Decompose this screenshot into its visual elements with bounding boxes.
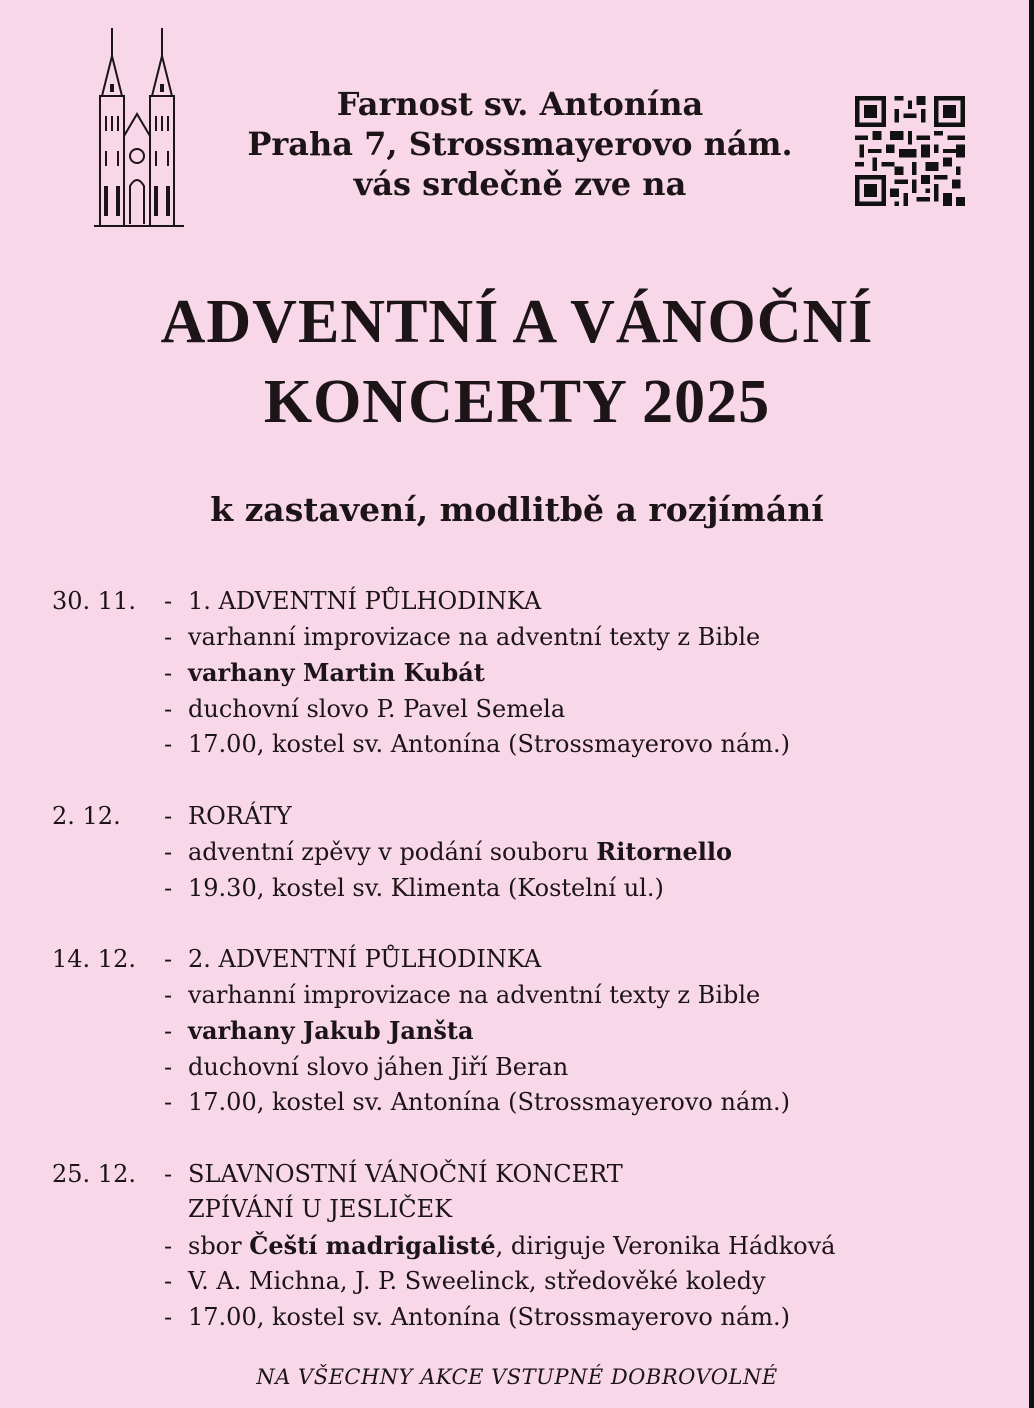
event-item: [52, 1157, 992, 1336]
header-parish-name: Farnost sv. Antonína: [336, 85, 704, 123]
event-detail-line: [164, 692, 992, 728]
dash-marker: -: [164, 694, 173, 723]
dash-marker: -: [164, 1088, 173, 1116]
event-item: [52, 799, 992, 907]
event-date: 2. 12.: [52, 801, 121, 830]
event-details: [164, 1157, 992, 1336]
event-details: [164, 584, 992, 763]
event-detail-bold: varhany Jakub Janšta: [188, 1016, 474, 1045]
dash-marker: -: [164, 1302, 173, 1331]
event-detail-line: [164, 727, 992, 763]
event-detail-text: 17.00, kostel sv. Antonína (Strossmayerovo nám.): [188, 1302, 791, 1331]
event-detail-text: varhanní improvizace na adventní texty z Bible: [188, 980, 761, 1009]
header-address: Praha 7, Strossmayerovo nám.: [247, 125, 793, 163]
event-detail-line: [164, 978, 992, 1014]
dash-marker: -: [164, 1267, 173, 1295]
event-detail-line: [164, 871, 992, 907]
event-detail-line: [164, 1192, 992, 1228]
event-detail-line: [164, 1013, 992, 1050]
event-detail-text: sbor: [188, 1231, 250, 1260]
title-line-1: ADVENTNÍ A VÁNOČNÍ: [160, 288, 874, 356]
dash-marker: -: [164, 1052, 173, 1081]
event-detail-line: [164, 620, 992, 656]
event-detail-line: [164, 1264, 992, 1300]
event-date: 14. 12.: [52, 945, 136, 973]
event-detail-line: [164, 834, 992, 871]
event-detail-text: varhanní improvizace na adventní texty z Bible: [188, 622, 761, 651]
parish-header: [200, 84, 840, 204]
subtitle: k zastavení, modlitbě a rozjímání: [210, 490, 824, 529]
event-detail-text: V. A. Michna, J. P. Sweelinck, středověké koledy: [188, 1267, 766, 1295]
dash-marker: -: [164, 1231, 173, 1260]
event-details: [164, 799, 992, 907]
dash-marker: -: [164, 838, 173, 866]
event-detail-text: duchovní slovo jáhen Jiří Beran: [188, 1052, 569, 1081]
page-edge: [1029, 0, 1034, 1408]
event-detail-line: [164, 1157, 992, 1193]
dash-marker: -: [164, 945, 173, 973]
dash-marker: -: [164, 587, 173, 615]
event-detail-line: [164, 799, 992, 835]
qr-code-icon: [855, 96, 965, 206]
dash-marker: -: [164, 622, 173, 651]
event-detail-bold: Ritornello: [596, 837, 733, 866]
event-item: [52, 942, 992, 1121]
event-detail-line: [164, 1228, 992, 1265]
event-detail-line: [164, 655, 992, 692]
event-detail-text: adventní zpěvy v podání souboru: [188, 838, 597, 866]
event-detail-text: 2. ADVENTNÍ PŮLHODINKA: [188, 945, 542, 973]
event-detail-bold: Čeští madrigalisté: [249, 1230, 496, 1260]
event-detail-line: [164, 1050, 992, 1086]
dash-marker: -: [164, 659, 173, 687]
dash-marker: -: [164, 1017, 173, 1045]
event-date: 25. 12.: [52, 1159, 136, 1188]
event-detail-text: ZPÍVÁNÍ U JESLIČEK: [188, 1195, 453, 1223]
event-detail-text: RORÁTY: [188, 801, 292, 830]
event-item: [52, 584, 992, 763]
dash-marker: -: [164, 730, 173, 758]
dash-marker: -: [164, 1159, 173, 1188]
event-date: 30. 11.: [52, 587, 136, 615]
header-invitation: vás srdečně zve na: [353, 165, 687, 203]
event-detail-line: [164, 942, 992, 978]
event-detail-bold: varhany Martin Kubát: [188, 658, 485, 687]
event-details: [164, 942, 992, 1121]
event-detail-text: duchovní slovo P. Pavel Semela: [188, 694, 566, 723]
event-list: [52, 584, 992, 1371]
event-detail-text: , diriguje Veronika Hádková: [495, 1231, 836, 1260]
event-detail-line: [164, 1300, 992, 1336]
event-detail-text: 17.00, kostel sv. Antonína (Strossmayerovo nám.): [188, 1088, 791, 1116]
event-detail-text: 1. ADVENTNÍ PŮLHODINKA: [188, 587, 542, 615]
event-detail-text: 19.30, kostel sv. Klimenta (Kostelní ul.): [188, 873, 664, 902]
title-line-2: KONCERTY 2025: [263, 368, 771, 436]
dash-marker: -: [164, 980, 173, 1009]
page-title: [0, 282, 1034, 442]
footer-note: NA VŠECHNY AKCE VSTUPNÉ DOBROVOLNÉ: [256, 1365, 778, 1389]
dash-marker: -: [164, 801, 173, 830]
church-illustration-icon: [90, 26, 188, 236]
event-detail-text: 17.00, kostel sv. Antonína (Strossmayerovo nám.): [188, 730, 791, 758]
event-detail-text: SLAVNOSTNÍ VÁNOČNÍ KONCERT: [188, 1159, 623, 1188]
event-detail-line: [164, 584, 992, 620]
dash-marker: -: [164, 873, 173, 902]
event-detail-line: [164, 1085, 992, 1121]
